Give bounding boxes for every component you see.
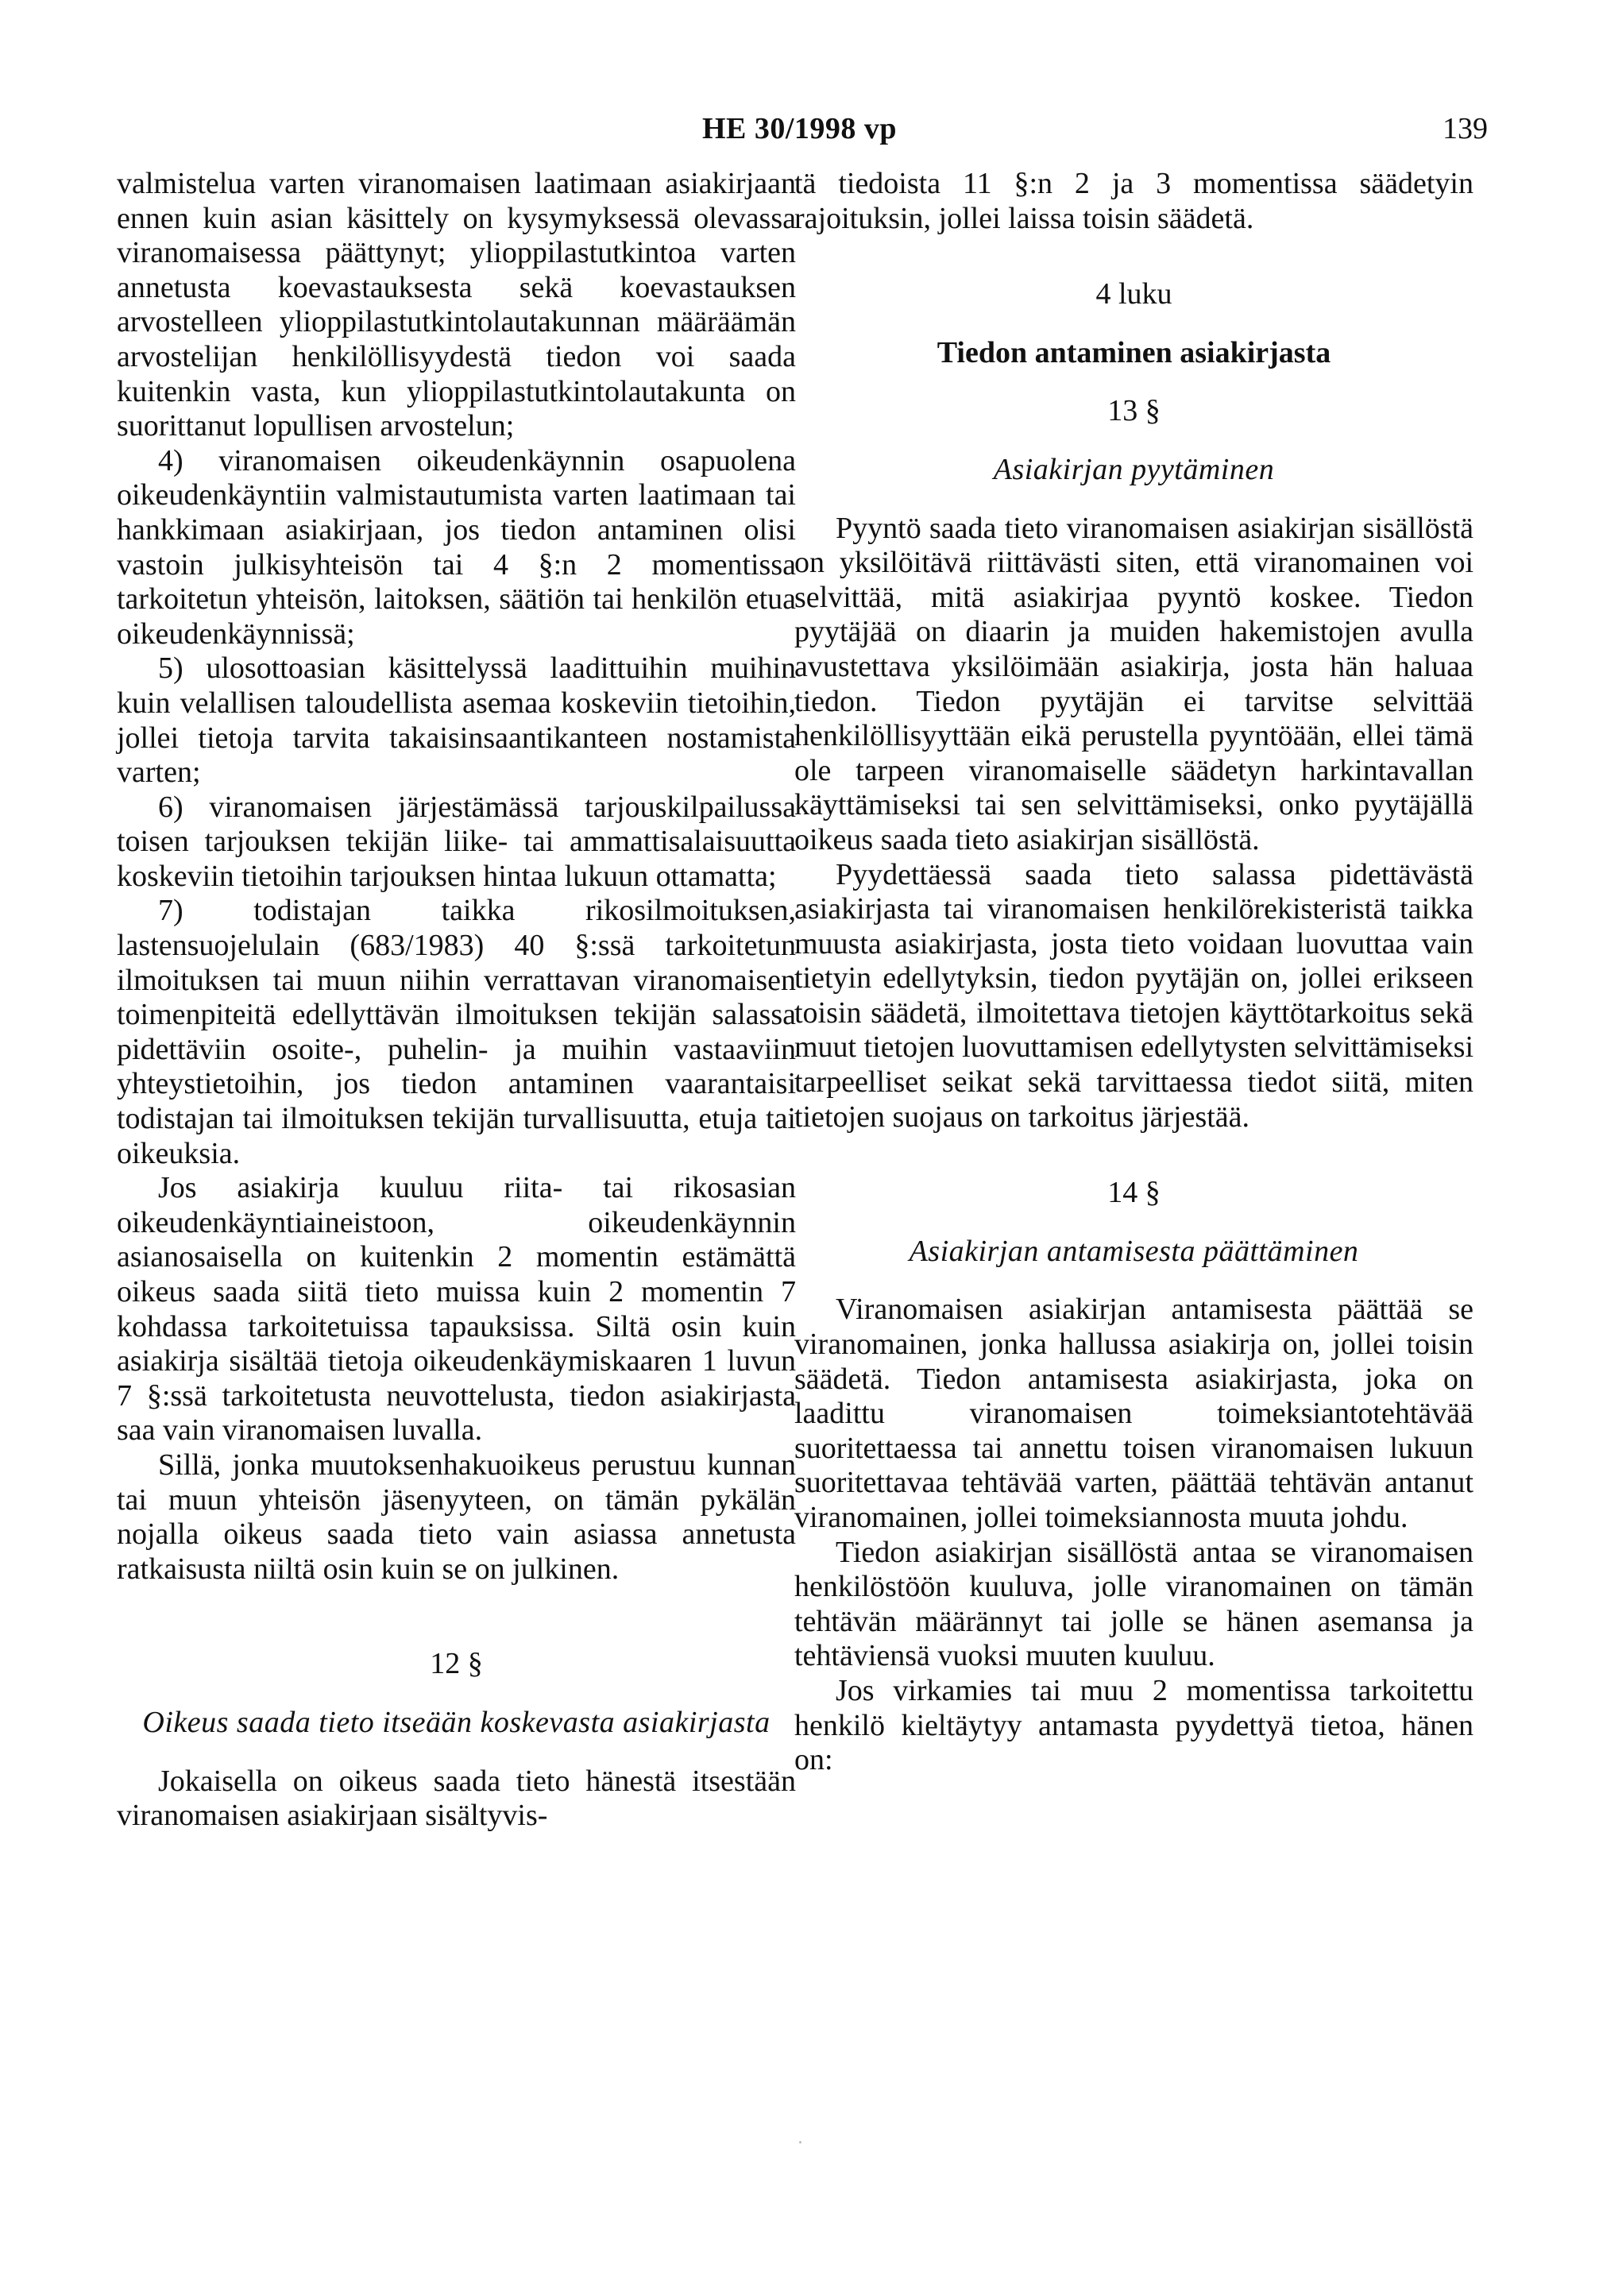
spacer xyxy=(794,370,1473,394)
paragraph: tä tiedoista 11 §:n 2 ja 3 momentissa säädetyin rajoituksin, jollei laissa toisin säädetä. xyxy=(794,167,1473,235)
spacer xyxy=(794,236,1473,277)
scan-speck xyxy=(799,2141,801,2143)
list-item-4: 4) viranomaisen oikeudenkäynnin osapuolena oikeudenkäyntiin valmistautumista varten laatimaan tai hankkimaan asiakirjaan, jos tiedon antaminen olisi vastoin julkisyhteisön tai 4 §:n 2 momentissa tarkoitetun yhteisön, laitoksen, säätiön tai henkilön etua oikeudenkäynnissä; xyxy=(117,443,796,651)
document-id: HE 30/1998 vp xyxy=(701,112,898,145)
spacer xyxy=(794,312,1473,336)
spacer xyxy=(794,1134,1473,1176)
paragraph: Jokaisella on oikeus saada tieto hänestä itsestään viranomaisen asiakirjaan sisältyvis- xyxy=(117,1764,796,1833)
spacer xyxy=(794,488,1473,512)
list-item-7: 7) todistajan taikka rikosilmoituksen, lastensuojelulain (683/1983) 40 §:ssä tarkoitetun ilmoituksen tai muun niihin verrattavan viranomaisen toimenpiteitä edellyttävän ilmoituksen tekijän salassa pidettäviin osoite-, puhelin- ja muihin vastaaviin yhteystietoihin, jos tiedon antaminen vaarantaisi todistajan tai ilmoituksen tekijän turvallisuutta, etuja tai oikeuksia. xyxy=(117,894,796,1170)
spacer xyxy=(794,1269,1473,1293)
paragraph: Jos virkamies tai muu 2 momentissa tarkoitettu henkilö kieltäytyy antamasta pyydettyä tietoa, hänen on: xyxy=(794,1673,1473,1777)
spacer xyxy=(794,1211,1473,1235)
spacer xyxy=(117,1741,796,1765)
paragraph: Jos asiakirja kuuluu riita- tai rikosasian oikeudenkäyntiaineistoon, oikeudenkäynnin asianosaisella on kuitenkin 2 momentin estämättä oikeus saada siitä tieto muissa kuin 2 momentin 7 kohdassa tarkoitetuissa tapauksissa. Siltä osin kuin asiakirja sisältää tietoja oikeudenkäymiskaaren 1 luvun 7 §:ssä tarkoitetusta neuvottelusta, tiedon asiakirjasta saa vain viranomaisen luvalla. xyxy=(117,1171,796,1448)
page-number: 139 xyxy=(1443,112,1488,145)
section-title-14: Asiakirjan antamisesta päättäminen xyxy=(909,1234,1359,1268)
chapter-title: Tiedon antaminen asiakirjasta xyxy=(937,335,1331,369)
section-number-14: 14 § xyxy=(1107,1176,1161,1210)
list-item-6: 6) viranomaisen järjestämässä tarjouskilpailussa toisen tarjouksen tekijän liike- tai ammattisalaisuutta koskeviin tietoihin tarjouksen hintaa lukuun ottamatta; xyxy=(117,790,796,893)
paragraph: Tiedon asiakirjan sisällöstä antaa se viranomaisen henkilöstöön kuuluva, jolle viranomainen on tämän tehtävän määrännyt tai jolle se hänen asemansa ja tehtäviensä vuoksi muuten kuuluu. xyxy=(794,1535,1473,1673)
list-item-5: 5) ulosottoasian käsittelyssä laadittuihin muihin kuin velallisen taloudellista asemaa koskeviin tietoihin, jollei tietoja tarvita takaisinsaantikanteen nostamista varten; xyxy=(117,651,796,790)
running-header xyxy=(0,111,1599,159)
section-title-12: Oikeus saada tieto itseään koskevasta asiakirjasta xyxy=(142,1705,771,1739)
spacer xyxy=(794,429,1473,453)
spacer xyxy=(117,1587,796,1647)
paragraph: Sillä, jonka muutoksenhakuoikeus perustuu kunnan tai muun yhteisön jäsenyyteen, on tämän pykälän nojalla oikeus saada tieto vain asiassa annetusta ratkaisusta niiltä osin kuin se on julkinen. xyxy=(117,1448,796,1586)
paragraph: Pyydettäessä saada tieto salassa pidettävästä asiakirjasta tai viranomaisen henkilörekisteristä taikka muusta asiakirjasta, josta tieto voidaan luovuttaa vain tietyin edellytyksin, tiedon pyytäjän on, jollei erikseen toisin säädetä, ilmoitettava tietojen käyttötarkoitus sekä muut tietojen luovuttamisen edellytysten selvittämiseksi tarpeelliset seikat sekä tarvittaessa tiedot siitä, miten tietojen suojaus on tarkoitus järjestää. xyxy=(794,857,1473,1134)
section-number-12: 12 § xyxy=(430,1647,483,1681)
right-column xyxy=(794,167,1473,1778)
spacer xyxy=(117,1682,796,1706)
paragraph: Viranomaisen asiakirjan antamisesta päättää se viranomainen, jonka hallussa asiakirja on, jollei toisin säädetä. Tiedon antamisesta asiakirjasta, joka on laadittu viranomaisen toimeksiantotehtävää suoritettaessa tai annettu toisen viranomaisen lukuun suoritettavaa tehtävää varten, päättää tehtävän antanut viranomainen, jollei toimeksiannosta muuta johdu. xyxy=(794,1293,1473,1534)
paragraph: Pyyntö saada tieto viranomaisen asiakirjan sisällöstä on yksilöitävä riittävästi siten, että viranomainen voi selvittää, mitä asiakirjaa pyyntö koskee. Tiedon pyytäjää on diaarin ja muiden hakemistojen avulla avustettava yksilöimään asiakirja, josta hän haluaa tiedon. Tiedon pyytäjän ei tarvitse selvittää henkilöllisyyttään eikä perustella pyyntöään, ellei tämä ole tarpeen viranomaiselle säädetyn harkintavallan käyttämiseksi tai sen selvittämiseksi, onko pyytäjällä oikeus saada tieto asiakirjan sisällöstä. xyxy=(794,511,1473,856)
chapter-number: 4 luku xyxy=(1095,277,1172,311)
section-number-13: 13 § xyxy=(1107,394,1161,428)
left-column xyxy=(117,167,796,1834)
paragraph: valmistelua varten viranomaisen laatimaan asiakirjaan ennen kuin asian käsittely on kysymyksessä olevassa viranomaisessa päättynyt; ylioppilastutkintoa varten annetusta koevastauksesta sekä koevastauksen arvostelleen ylioppilastutkintolautakunnan määräämän arvostelijan henkilöllisyydestä tiedon voi saada kuitenkin vasta, kun ylioppilastutkintolautakunta on suorittanut lopullisen arvostelun; xyxy=(117,167,796,443)
section-title-13: Asiakirjan pyytäminen xyxy=(993,452,1275,486)
